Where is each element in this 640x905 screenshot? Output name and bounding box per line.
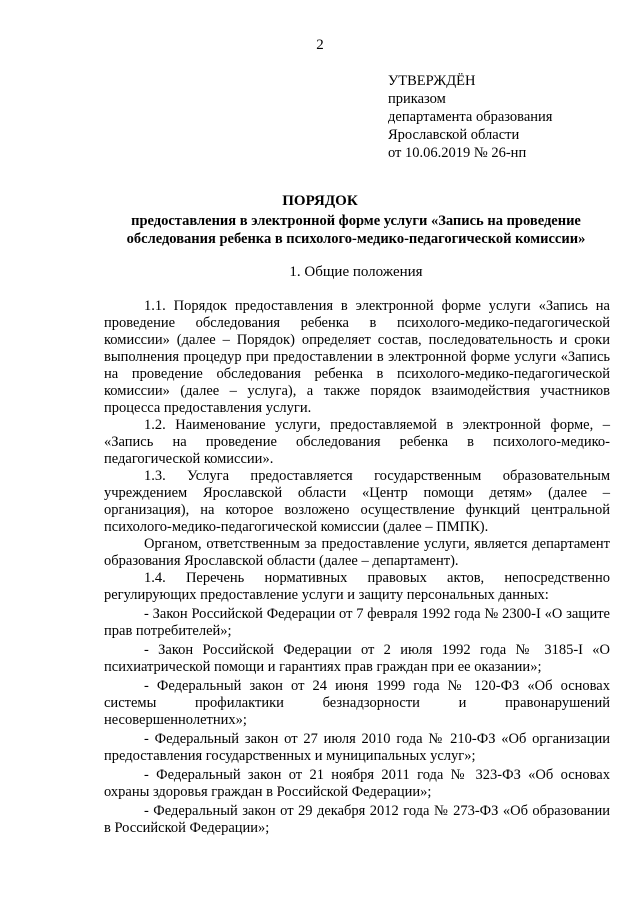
document-title: ПОРЯДОК (282, 193, 358, 209)
law-item: - Федеральный закон от 29 декабря 2012 года № 273-ФЗ «Об образовании в Российской Федерации»; (104, 803, 610, 836)
approval-line-order: приказом (388, 91, 446, 107)
document-body (104, 298, 610, 837)
law-item: - Федеральный закон от 24 июня 1999 года № 120-ФЗ «Об основах системы профилактики безнадзорности и правонарушений несовершеннолетних»; (104, 678, 610, 728)
approval-block (388, 72, 628, 162)
section-heading: 1. Общие положения (289, 264, 423, 280)
approval-line-department: департамента образования (388, 109, 553, 125)
law-item: - Закон Российской Федерации от 7 февраля 1992 года № 2300-I «О защите прав потребителей»; (104, 606, 610, 639)
law-item: - Федеральный закон от 21 ноября 2011 года № 323-ФЗ «Об основах охраны здоровья граждан в Российской Федерации»; (104, 767, 610, 800)
approval-line-region: Ярославской области (388, 127, 520, 143)
paragraph-1-4: 1.4. Перечень нормативных правовых актов, непосредственно регулирующих предоставление услуги и защиту персональных данных: (104, 570, 610, 603)
document-subtitle: предоставления в электронной форме услуги «Запись на проведение обследования ребенка в психолого-медико-педагогической комиссии» (126, 213, 586, 247)
paragraph-responsible-body: Органом, ответственным за предоставление услуги, является департамент образования Ярославской области (далее – департамент). (104, 536, 610, 569)
law-item: - Закон Российской Федерации от 2 июля 1992 года № 3185-I «О психиатрической помощи и гарантиях прав граждан при ее оказании»; (104, 642, 610, 675)
paragraph-1-3: 1.3. Услуга предоставляется государственным образовательным учреждением Ярославской области «Центр помощи детям» (далее – организация), на которое возложено осуществление функций центральной психолого-медико-педагогической комиссии (далее – ПМПК). (104, 468, 610, 535)
paragraph-1-2: 1.2. Наименование услуги, предоставляемой в электронной форме, – «Запись на проведение обследования ребенка в психолого-медико-педагогической комиссии». (104, 417, 610, 467)
law-item: - Федеральный закон от 27 июля 2010 года № 210-ФЗ «Об организации предоставления государственных и муниципальных услуг»; (104, 731, 610, 764)
approval-line-date-number: от 10.06.2019 № 26-нп (388, 145, 527, 161)
paragraph-1-1: 1.1. Порядок предоставления в электронной форме услуги «Запись на проведение обследования ребенка в психолого-медико-педагогической комиссии» (далее – Порядок) определяет состав, последовательность и сроки выполнения процедур при предоставлении в электронной форме услуги «Запись на проведение обследования ребенка в психолого-медико-педагогической комиссии» (далее – услуга), а также порядок взаимодействия участников процесса предоставления услуги. (104, 298, 610, 416)
page-number: 2 (316, 37, 324, 53)
approval-line-status: УТВЕРЖДЁН (388, 73, 476, 89)
